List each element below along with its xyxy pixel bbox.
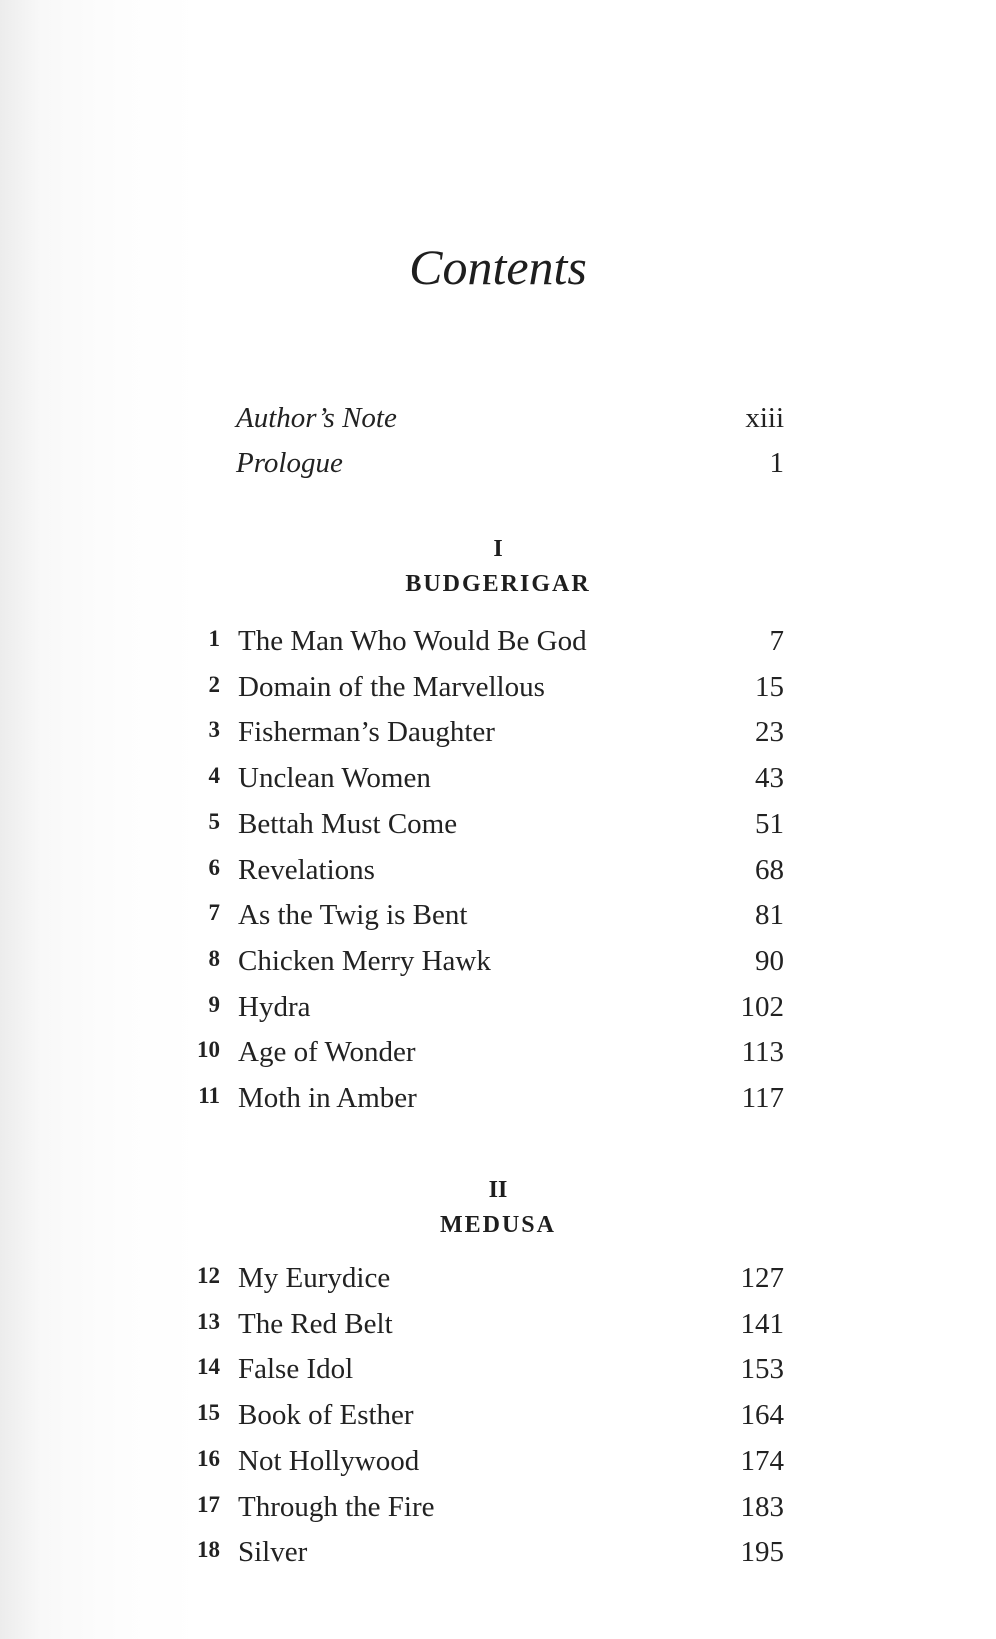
chapter-number: 2 [208, 671, 220, 697]
chapter-row [0, 1262, 996, 1302]
chapter-number: 13 [197, 1308, 220, 1334]
front-matter-page: xiii [745, 402, 784, 434]
chapter-title: Revelations [238, 853, 375, 886]
chapter-number: 14 [197, 1354, 220, 1380]
chapter-page: 113 [741, 1036, 784, 1069]
chapter-title: Hydra [238, 990, 311, 1023]
chapter-title: My Eurydice [238, 1262, 391, 1294]
front-matter-label: Prologue [236, 447, 343, 479]
chapter-title: Unclean Women [238, 762, 431, 795]
chapter-row [0, 808, 996, 848]
chapter-title: The Man Who Would Be God [238, 625, 587, 657]
chapter-page: 153 [740, 1353, 784, 1386]
chapter-number: 5 [208, 808, 220, 834]
chapter-number: 18 [197, 1537, 220, 1563]
part-number: I [493, 536, 503, 562]
chapter-number: 9 [208, 991, 220, 1017]
chapter-title: Fisherman’s Daughter [238, 716, 495, 749]
chapter-row [0, 625, 996, 665]
chapter-row [0, 945, 996, 985]
chapter-number: 1 [208, 626, 220, 651]
page-title: Contents [409, 239, 587, 295]
chapter-row [0, 1308, 996, 1348]
chapter-number: 15 [197, 1400, 220, 1426]
chapter-page: 183 [740, 1490, 784, 1523]
chapter-page: 127 [740, 1262, 784, 1294]
chapter-page: 7 [769, 625, 784, 657]
chapter-row [0, 1036, 996, 1076]
chapter-page: 43 [755, 762, 784, 795]
chapter-title: The Red Belt [238, 1307, 393, 1340]
chapter-row [0, 854, 996, 894]
part-number: II [488, 1177, 508, 1203]
chapter-page: 68 [755, 853, 784, 886]
chapter-row [0, 991, 996, 1031]
chapter-number: 10 [197, 1037, 220, 1063]
chapter-number: 7 [208, 900, 220, 926]
front-matter-page: 1 [769, 447, 784, 479]
chapter-page: 117 [741, 1082, 784, 1114]
chapter-title: Silver [238, 1536, 308, 1569]
chapter-row [0, 716, 996, 756]
chapter-row [0, 762, 996, 802]
chapter-number: 4 [208, 763, 220, 789]
chapter-title: Moth in Amber [238, 1082, 417, 1114]
front-matter-item [0, 447, 996, 487]
chapter-page: 90 [755, 944, 784, 977]
chapter-title: False Idol [238, 1353, 354, 1386]
chapter-title: Book of Esther [238, 1399, 414, 1432]
chapter-title: Chicken Merry Hawk [238, 944, 491, 977]
chapter-row [0, 1445, 996, 1485]
chapter-number: 17 [197, 1491, 220, 1517]
chapter-row [0, 671, 996, 711]
chapter-row [0, 1536, 996, 1576]
chapter-number: 12 [197, 1263, 220, 1288]
front-matter-item [0, 402, 996, 442]
chapter-number: 8 [208, 945, 220, 971]
chapter-number: 6 [208, 854, 220, 880]
chapter-row [0, 1353, 996, 1393]
chapter-title: Age of Wonder [238, 1036, 416, 1069]
part-name: MEDUSA [439, 1212, 556, 1238]
chapter-title: As the Twig is Bent [238, 899, 468, 932]
chapter-row [0, 899, 996, 939]
chapter-title: Bettah Must Come [238, 807, 458, 840]
chapter-page: 174 [740, 1444, 784, 1477]
chapter-row [0, 1082, 996, 1122]
chapter-page: 51 [755, 807, 784, 840]
chapter-number: 3 [208, 717, 220, 743]
chapter-page: 81 [755, 899, 784, 932]
chapter-page: 23 [755, 716, 784, 749]
chapter-title: Domain of the Marvellous [238, 670, 545, 703]
chapter-row [0, 1399, 996, 1439]
chapter-page: 141 [740, 1307, 784, 1340]
chapter-page: 195 [740, 1536, 784, 1569]
chapter-page: 15 [755, 670, 784, 703]
front-matter-label: Author’s Note [236, 402, 397, 434]
part-name: BUDGERIGAR [405, 571, 591, 597]
chapter-page: 102 [740, 990, 784, 1023]
chapter-title: Not Hollywood [238, 1444, 420, 1477]
chapter-row [0, 1491, 996, 1531]
chapter-number: 11 [198, 1083, 220, 1108]
chapter-page: 164 [740, 1399, 784, 1432]
chapter-title: Through the Fire [238, 1490, 435, 1523]
chapter-number: 16 [197, 1445, 220, 1471]
